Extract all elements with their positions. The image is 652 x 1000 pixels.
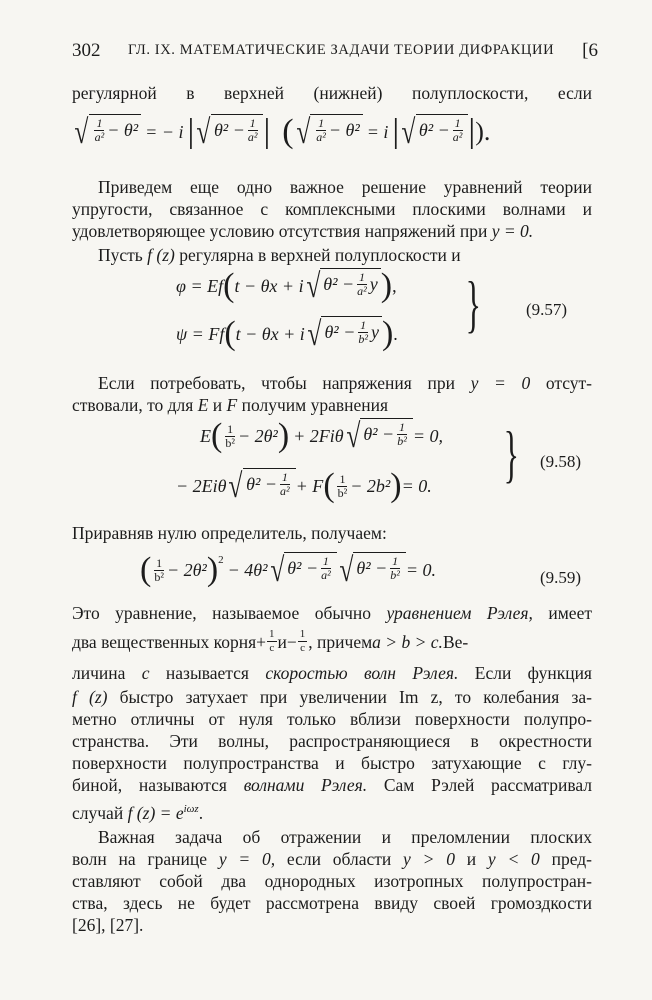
text-line: два вещественных корня + $\frac{1}{c}$ и − $\frac{1}{c}$ , причем a > b > c. Ве- (72, 628, 469, 654)
equation-condition: √ $\frac{1}{\text{a²}}$ − θ² = − i | √ θ² − $\frac{1}{\text{a²}}$ | ( √ $\frac{1}{\text{a²}}$ − θ² = i | √ θ² − $\frac{1}{\text{a²}}$ | ). (74, 113, 491, 151)
text-line: ства, здесь не будет рассмотрена ввиду своей громоздкости (72, 893, 592, 913)
text-line: ставляют собой два однородных изотропных полупростран- (72, 871, 592, 891)
brace: } (503, 418, 520, 489)
text-line: Приравняв нулю определитель, получаем: (72, 523, 387, 543)
equation-9-58-row2: − 2Eiθ √ θ² − $\frac{1}{\text{a²}}$ + F ( $\frac{1}{\text{b²}}$ − 2b² ) = 0. (176, 467, 432, 505)
section-number: [6 (582, 40, 598, 61)
text-line: [26], [27]. (72, 915, 144, 935)
equation-9-57-phi: φ = Ef ( t − θx + i √ θ² − $\frac{1}{\text{a²}}$ y ) , (176, 267, 397, 305)
text-line: волн на границе y = 0, если области y > 0 и y < 0 пред- (72, 849, 592, 869)
text-line: Приведем еще одно важное решение уравнений теории (98, 177, 592, 197)
text-line: случай f $(z) = e^{i\omega z}$. (72, 802, 204, 823)
text-line: странства. Эти волны, распространяющиеся в окрестности (72, 731, 592, 751)
text-line: Пусть f (z) регулярна в верхней полуплоскости и (98, 245, 461, 265)
equation-9-57-psi: ψ = Ff ( t − θx + i √ θ² − $\frac{1}{\text{b²}}$ y ) . (176, 315, 398, 353)
equation-number: (9.59) (540, 568, 582, 587)
equation-number: (9.57) (526, 300, 568, 319)
text-line: личина c называется скоростью волн Рэлея. Если функция (72, 663, 592, 683)
text-line: Важная задача об отражении и преломлении плоских (98, 827, 592, 847)
brace: } (465, 268, 482, 339)
text-line: удовлетворяющее условию отсутствия напряжений при y = 0. (72, 221, 534, 241)
text-line: метно отличны от нуля только вблизи поверхности полупро- (72, 709, 592, 729)
text-line: Это уравнение, называемое обычно уравнением Рэлея, имеет (72, 603, 592, 623)
equation-9-58-row1: E ( $\frac{1}{\text{b²}}$ − 2θ² ) + 2Fiθ √ θ² − $\frac{1}{\text{b²}}$ = 0, (200, 417, 443, 455)
text-line: регулярной в верхней (нижней) полуплоскости, если (72, 83, 592, 103)
text-line: ствовали, то для E и F получим уравнения (72, 395, 389, 415)
equation-9-59: ( $\frac{1}{\text{b²}}$ − 2θ² ) $^2$ − 4θ² √ θ² − $\frac{1}{\text{a²}}$ √ θ² − $\frac{1}{\text{b²}}$ = 0. (140, 551, 437, 589)
text-line: Если потребовать, чтобы напряжения при y = 0 отсут- (98, 373, 592, 393)
text-line: упругости, связанное с комплексными плоскими волнами и (72, 199, 592, 219)
text-line: f (z) быстро затухает при увеличении Im z, то колебания за- (72, 687, 592, 707)
text-line: поверхности полупространства и быстро затухающие с глу- (72, 753, 592, 773)
text-line: биной, называются волнами Рэлея. Сам Рэлей рассматривал (72, 775, 593, 795)
running-header (72, 40, 598, 64)
chapter-title: ГЛ. IX. МАТЕМАТИЧЕСКИЕ ЗАДАЧИ ТЕОРИИ ДИФРАКЦИИ (128, 42, 555, 58)
equation-number: (9.58) (540, 452, 582, 471)
page-number: 302 (72, 40, 101, 61)
